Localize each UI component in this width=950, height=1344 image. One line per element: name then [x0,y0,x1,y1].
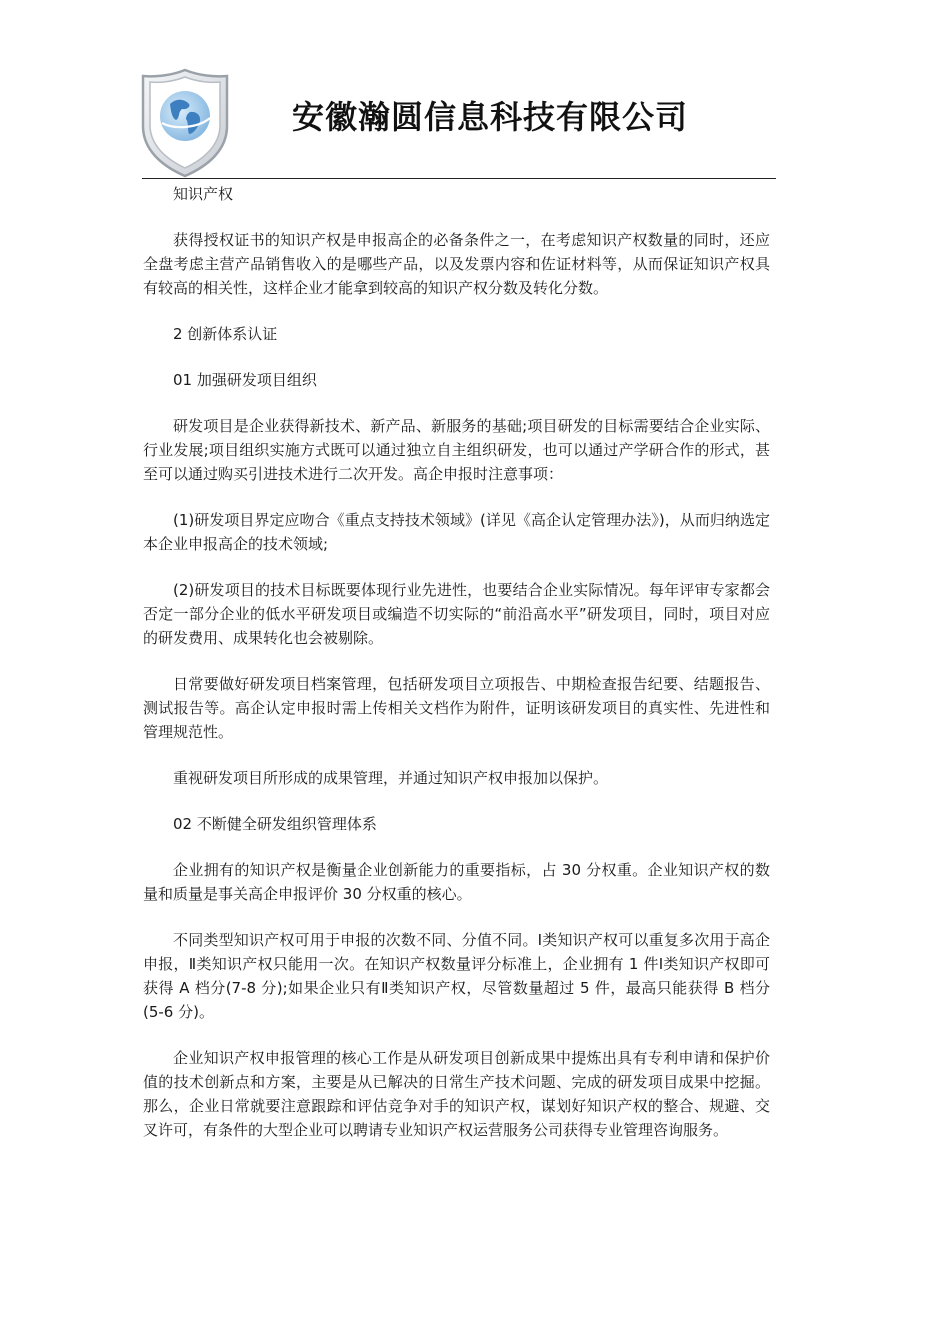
paragraph: 企业知识产权申报管理的核心工作是从研发项目创新成果中提炼出具有专利申请和保护价值的技术创新点和方案，主要是从已解决的日常生产技术问题、完成的研发项目成果中挖掘。那么，企业日常就要注意跟踪和评估竞争对手的知识产权，谋划好知识产权的整合、规避、交叉许可，有条件的大型企业可以聘请专业知识产权运营服务公司获得专业管理咨询服务。 [143,1049,770,1139]
paragraph: 日常要做好研发项目档案管理，包括研发项目立项报告、中期检查报告纪要、结题报告、测试报告等。高企认定申报时需上传相关文档作为附件，证明该研发项目的真实性、先进性和管理规范性。 [143,675,770,741]
paragraph: (1)研发项目界定应吻合《重点支持技术领域》(详见《高企认定管理办法》)，从而归纳选定本企业申报高企的技术领域; [143,511,770,553]
paragraph: 研发项目是企业获得新技术、新产品、新服务的基础;项目研发的目标需要结合企业实际、行业发展;项目组织实施方式既可以通过独立自主组织研发，也可以通过产学研合作的形式，甚至可以通过购买引进技术进行二次开发。高企申报时注意事项： [143,417,770,483]
company-name: 安徽瀚圆信息科技有限公司 [292,98,689,136]
section-title: 知识产权 [173,185,234,203]
paragraph: 获得授权证书的知识产权是申报高企的必备条件之一，在考虑知识产权数量的同时，还应全盘考虑主营产品销售收入的是哪些产品，以及发票内容和佐证材料等，从而保证知识产权具有较高的相关性，这样企业才能拿到较高的知识产权分数及转化分数。 [143,231,770,297]
paragraph: (2)研发项目的技术目标既要体现行业先进性，也要结合企业实际情况。每年评审专家都会否定一部分企业的低水平研发项目或编造不切实际的“前沿高水平”研发项目，同时，项目对应的研发费用、成果转化也会被剔除。 [143,581,770,647]
page-header [0,0,950,185]
paragraph: 重视研发项目所形成的成果管理，并通过知识产权申报加以保护。 [173,769,609,787]
section-heading: 2 创新体系认证 [173,325,278,343]
paragraph: 不同类型知识产权可用于申报的次数不同、分值不同。Ⅰ类知识产权可以重复多次用于高企申报，Ⅱ类知识产权只能用一次。在知识产权数量评分标准上，企业拥有 1 件Ⅰ类知识产权即可获得 A 档分(7-8 分);如果企业只有Ⅱ类知识产权，尽管数量超过 5 件，最高只能获得 B 档分(5-6 分)。 [143,931,770,1021]
subsection-heading: 02 不断健全研发组织管理体系 [173,815,377,833]
header-divider [142,178,776,179]
document-body [143,182,770,1164]
shield-globe-icon [140,68,230,178]
subsection-heading: 01 加强研发项目组织 [173,371,317,389]
paragraph: 企业拥有的知识产权是衡量企业创新能力的重要指标，占 30 分权重。企业知识产权的数量和质量是事关高企申报评价 30 分权重的核心。 [143,861,770,903]
